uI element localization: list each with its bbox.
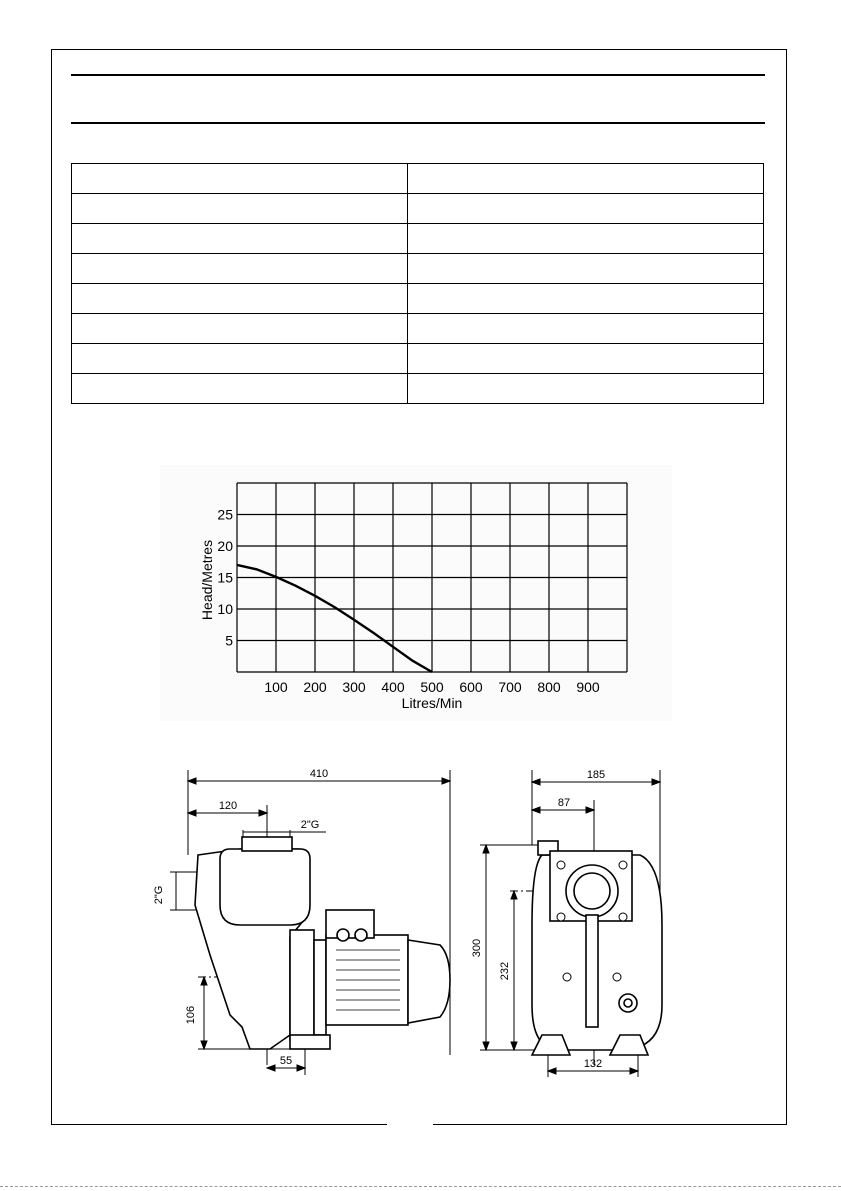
- spec-label-cell: [72, 344, 408, 374]
- spec-label-cell: [72, 254, 408, 284]
- dim-foot-span: 132: [583, 1058, 603, 1070]
- table-row: [72, 254, 764, 284]
- spec-value-cell: [408, 284, 764, 314]
- chart-y-tick-label: 20: [217, 538, 233, 554]
- header-rule-top: [71, 74, 765, 76]
- front-view-drawing: [470, 765, 670, 1080]
- dim-outlet-thread: 2"G: [300, 819, 320, 831]
- chart-x-tick-label: 600: [459, 679, 483, 695]
- chart-x-tick-label: 300: [342, 679, 366, 695]
- spec-value-cell: [408, 224, 764, 254]
- spec-value-cell: [408, 314, 764, 344]
- spec-label-cell: [72, 224, 408, 254]
- spec-value-cell: [408, 164, 764, 194]
- table-row: [72, 284, 764, 314]
- spec-value-cell: [408, 254, 764, 284]
- spec-value-cell: [408, 374, 764, 404]
- chart-x-tick-label: 200: [303, 679, 327, 695]
- chart-x-tick-label: 900: [576, 679, 600, 695]
- dim-width: 185: [586, 769, 606, 781]
- frame-bottom-rule-right: [433, 1124, 787, 1125]
- performance-chart: [160, 465, 672, 721]
- dim-center-height: 232: [499, 961, 511, 981]
- dim-overall-length: 410: [309, 768, 329, 780]
- page-cut-mark: [0, 1186, 841, 1187]
- dim-height: 300: [471, 938, 483, 958]
- side-view-drawing: [150, 765, 460, 1080]
- table-row: [72, 164, 764, 194]
- table-row: [72, 314, 764, 344]
- chart-x-tick-labels: [264, 679, 600, 695]
- dim-foot-width: 55: [279, 1055, 293, 1067]
- dim-outlet-offset-front: 87: [557, 797, 571, 809]
- chart-y-tick-label: 10: [217, 601, 233, 617]
- chart-x-tick-label: 800: [537, 679, 561, 695]
- spec-label-cell: [72, 284, 408, 314]
- dim-shaft-height: 106: [185, 1005, 197, 1025]
- spec-label-cell: [72, 194, 408, 224]
- chart-x-axis-label: Litres/Min: [401, 695, 463, 711]
- table-row: [72, 374, 764, 404]
- dim-inlet-thread: 2"G: [153, 885, 165, 905]
- chart-x-tick-label: 700: [498, 679, 522, 695]
- spec-label-cell: [72, 374, 408, 404]
- frame-bottom-rule-left: [51, 1124, 387, 1125]
- header-rule-bottom: [71, 122, 765, 124]
- dim-outlet-offset: 120: [218, 800, 238, 812]
- chart-y-axis-label: Head/Metres: [199, 539, 215, 621]
- chart-x-tick-label: 500: [420, 679, 444, 695]
- chart-y-tick-label: 5: [225, 632, 233, 649]
- table-row: [72, 194, 764, 224]
- specification-table: [71, 163, 764, 404]
- spec-value-cell: [408, 344, 764, 374]
- chart-y-tick-label: 15: [217, 569, 233, 586]
- spec-value-cell: [408, 194, 764, 224]
- chart-x-tick-label: 100: [264, 679, 288, 695]
- spec-label-cell: [72, 164, 408, 194]
- table-row: [72, 224, 764, 254]
- chart-x-tick-label: 400: [381, 679, 405, 695]
- spec-label-cell: [72, 314, 408, 344]
- table-row: [72, 344, 764, 374]
- chart-y-tick-label: 25: [217, 506, 233, 523]
